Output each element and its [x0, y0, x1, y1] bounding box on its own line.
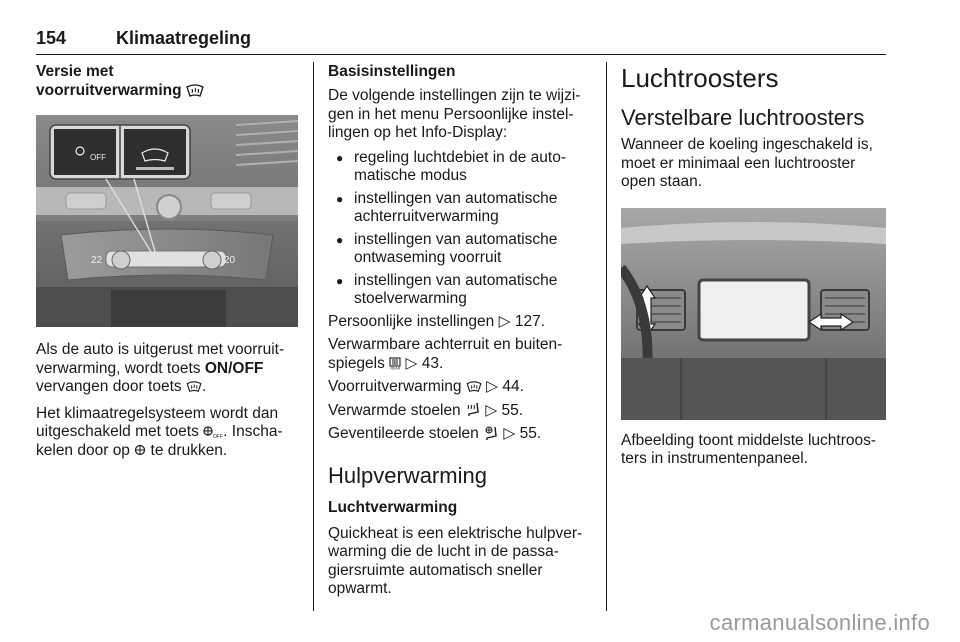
cross-reference: Geventileerde stoelen ▷ 55. — [328, 425, 542, 442]
windscreen-heating-icon — [186, 381, 202, 393]
cross-reference: Verwarmde stoelen ▷ 55. — [328, 401, 524, 419]
column-3 — [621, 62, 886, 469]
off-label: OFF — [90, 153, 106, 162]
windscreen-heating-icon — [466, 381, 482, 393]
temp-right-label: 20 — [224, 255, 236, 266]
settings-list — [328, 149, 593, 309]
page-header — [36, 28, 886, 55]
paragraph: De volgende instellingen zijn te wijzi- gen in het menu Persoonlijke instel- lingen op het Info-Display: — [328, 87, 581, 141]
air-vents-illustration — [621, 208, 886, 420]
temp-left-label: 22 — [91, 255, 103, 266]
air-vents-figure — [621, 208, 886, 420]
list-item: ● regeling luchtdebiet in de auto- matische modus — [328, 149, 593, 186]
fan-off-icon — [203, 425, 223, 439]
figure-caption: Afbeelding toont middelste luchtroos- ters in instrumentenpaneel. — [621, 431, 877, 467]
page-ref-arrow-icon: ▷ — [485, 401, 498, 419]
fan-icon — [134, 443, 146, 457]
list-item: ● instellingen van automatische ontwaseming voorruit — [328, 231, 593, 268]
on-off-button-label: ON/OFF — [204, 359, 264, 377]
cross-reference: Voorruitverwarming ▷ 44. — [328, 378, 524, 395]
page-ref-arrow-icon: ▷ — [405, 354, 418, 372]
page-ref-arrow-icon: ▷ — [503, 425, 516, 442]
paragraph: Het klimaatregelsysteem wordt dan uitgeschakeld met toets OFF . Inscha- kelen door op te drukken. — [36, 404, 283, 459]
column-divider — [606, 62, 607, 611]
rear-window-heating-icon — [389, 356, 401, 370]
cross-reference: Persoonlijke instellingen ▷ 127. — [328, 312, 546, 330]
heated-seat-icon — [465, 402, 481, 418]
column-1 — [36, 62, 298, 460]
climate-control-illustration — [36, 115, 298, 327]
chapter-title: Klimaatregeling — [116, 28, 252, 48]
page-ref-arrow-icon: ▷ — [498, 312, 511, 330]
list-item: ● instellingen van automatische stoelverwarming — [328, 272, 593, 309]
cross-reference: Verwarmbare achterruit en buiten- spiegels REAR ▷ 43. — [328, 336, 563, 372]
column-divider — [313, 62, 314, 611]
column-2 — [328, 62, 593, 599]
ventilated-seat-icon — [483, 426, 499, 442]
windscreen-heating-icon — [186, 84, 204, 98]
section-title: Hulpverwarming — [328, 462, 487, 488]
paragraph: Quickheat is een elektrische hulpver- warming die de lucht in de passa- giersruimte automatisch sneller opwarmt. — [328, 524, 583, 597]
paragraph: Als de auto is uitgerust met voorruit- verwarming, wordt toets ON/OFF vervangen door toets . — [36, 341, 285, 395]
page-number: 154 — [36, 28, 67, 48]
section-heading: Versie met voorruitverwarming — [36, 62, 298, 100]
page-ref-arrow-icon: ▷ — [486, 378, 499, 395]
svg-text:REAR: REAR — [390, 366, 401, 371]
subsection-title: Verstelbare luchtroosters — [621, 105, 865, 130]
list-item: ● instellingen van automatische achterruitverwarming — [328, 190, 593, 227]
section-heading: Basisinstellingen — [328, 63, 456, 80]
paragraph: Wanneer de koeling ingeschakeld is, moet er minimaal een luchtrooster open staan. — [621, 136, 873, 190]
climate-control-figure — [36, 115, 298, 327]
section-title: Luchtroosters — [621, 63, 779, 93]
subsection-heading: Luchtverwarming — [328, 498, 458, 516]
svg-text:OFF: OFF — [213, 433, 224, 439]
watermark: carmanualsonline.info — [709, 610, 930, 635]
